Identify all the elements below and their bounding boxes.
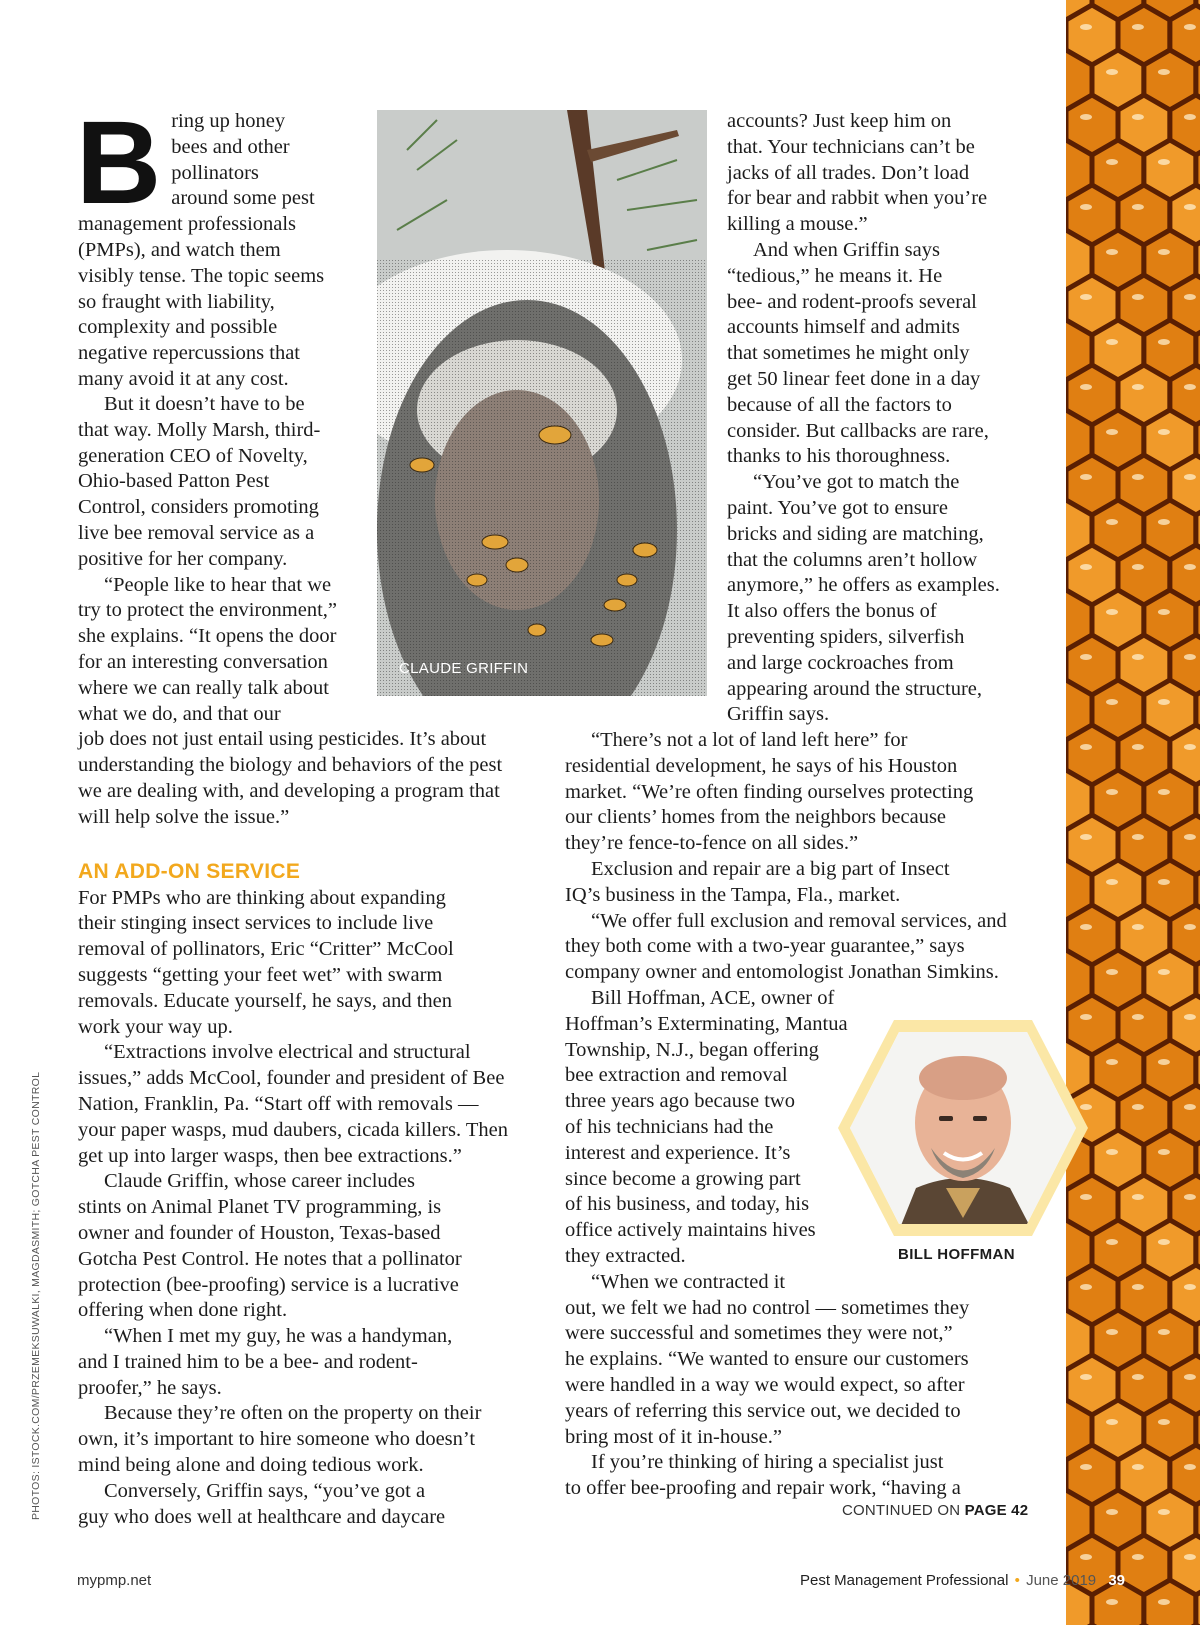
honey-highlight [1158, 969, 1170, 975]
text-line: Exclusion and repair are a big part of Insect [591, 857, 950, 880]
paragraph [78, 1324, 538, 1401]
text-line: try to protect the environment,” [78, 599, 338, 622]
text-line: get 50 linear feet done in a day [727, 367, 981, 390]
text-line: work your way up. [78, 1015, 233, 1038]
text-line: office actively maintains hives [565, 1219, 816, 1242]
honey-highlight [1184, 294, 1196, 300]
honey-highlight [1158, 609, 1170, 615]
text-line: killing a mouse.” [727, 213, 868, 236]
intro-text-narrow [76, 97, 378, 393]
honey-highlight [1132, 654, 1144, 660]
text-line: she explains. “It opens the door [78, 625, 337, 648]
honey-highlight [1158, 1239, 1170, 1245]
honey-highlight [1132, 114, 1144, 120]
honey-highlight [1106, 879, 1118, 885]
text-line: because of all the factors to [727, 393, 952, 416]
honey-highlight [1080, 1554, 1092, 1560]
continued-prefix: CONTINUED ON [842, 1502, 965, 1519]
honey-highlight [1106, 1239, 1118, 1245]
bill-hoffman-photo [836, 1018, 1090, 1238]
text-line: issues,” adds McCool, founder and president of Bee [78, 1067, 505, 1090]
text-line: accounts? Just keep him on [727, 110, 952, 132]
honey-highlight [1106, 69, 1118, 75]
honey-highlight [1132, 564, 1144, 570]
text-line: owner and founder of Houston, Texas-based [78, 1221, 441, 1244]
honey-highlight [1080, 474, 1092, 480]
text-line: years of referring this service out, we decided to [565, 1399, 961, 1422]
paragraph [78, 1479, 538, 1531]
text-line: visibly tense. The topic seems [78, 264, 325, 287]
footer-magazine: Pest Management Professional [800, 1572, 1009, 1589]
honey-highlight [1080, 204, 1092, 210]
text-line: accounts himself and admits [727, 316, 960, 339]
continued-page: PAGE 42 [964, 1502, 1029, 1519]
text-line: own, it’s important to hire someone who doesn’t [78, 1428, 476, 1451]
honey-highlight [1132, 1374, 1144, 1380]
text-line: he explains. “We wanted to ensure our customers [565, 1348, 969, 1371]
text-line: mind being alone and doing tedious work. [78, 1454, 424, 1477]
honey-highlight [1184, 114, 1196, 120]
text-line: removals. Educate yourself, he says, and then [78, 989, 453, 1012]
honey-highlight [1106, 609, 1118, 615]
paragraph [78, 573, 538, 728]
honey-highlight [1184, 1464, 1196, 1470]
honey-highlight [1106, 969, 1118, 975]
honey-highlight [1132, 384, 1144, 390]
footer-page-number: 39 [1108, 1572, 1125, 1589]
footer-separator: • [1014, 1572, 1020, 1589]
drop-cap: B [76, 97, 162, 229]
honey-highlight [1080, 654, 1092, 660]
honey-highlight [1080, 294, 1092, 300]
text-line: of his business, and today, his [565, 1193, 810, 1216]
text-line: what we do, and that our [78, 702, 281, 725]
text-line: three years ago because two [565, 1090, 795, 1113]
text-line: management professionals [78, 213, 297, 236]
hoffman-portrait [836, 1018, 1090, 1238]
honey-highlight [1158, 1329, 1170, 1335]
honey-highlight [1080, 24, 1092, 30]
text-line: preventing spiders, silverfish [727, 625, 965, 648]
honey-highlight [1106, 519, 1118, 525]
honey-highlight [1106, 789, 1118, 795]
paragraph [565, 857, 1035, 909]
text-line: were handled in a way we would expect, so after [565, 1373, 965, 1396]
honey-highlight [1184, 564, 1196, 570]
text-line: job does not just entail using pesticides. It’s about [78, 728, 487, 751]
text-line: that the columns aren’t hollow [727, 548, 978, 571]
text-line: Ohio-based Patton Pest [78, 470, 270, 493]
text-line: so fraught with liability, [78, 290, 275, 313]
honey-highlight [1158, 159, 1170, 165]
honey-highlight [1158, 1059, 1170, 1065]
text-line: “There’s not a lot of land left here” for [591, 729, 908, 751]
honey-highlight [1106, 699, 1118, 705]
text-line: negative repercussions that [78, 342, 301, 365]
text-line: market. “We’re often finding ourselves protecting [565, 780, 974, 803]
honey-highlight [1184, 744, 1196, 750]
honey-highlight [1132, 474, 1144, 480]
text-line: interest and experience. It’s [565, 1141, 791, 1164]
continued-on-page [842, 1502, 1028, 1519]
paragraph [78, 1169, 538, 1324]
text-line: out, we felt we had no control — sometimes they [565, 1296, 970, 1319]
text-line: consider. But callbacks are rare, [727, 419, 989, 442]
text-line: And when Griffin says [753, 238, 940, 261]
honey-highlight [1080, 384, 1092, 390]
honey-highlight [1184, 474, 1196, 480]
honey-highlight [1132, 834, 1144, 840]
text-line: (PMPs), and watch them [78, 238, 281, 261]
honey-highlight [1184, 24, 1196, 30]
text-line: for bear and rabbit when you’re [727, 187, 988, 210]
honey-highlight [1158, 1509, 1170, 1515]
honey-highlight [1080, 114, 1092, 120]
text-line: they’re fence-to-fence on all sides.” [565, 832, 859, 855]
honey-highlight [1080, 1464, 1092, 1470]
text-line: we are dealing with, and developing a program that [78, 779, 500, 802]
text-line: that way. Molly Marsh, third- [78, 418, 321, 441]
honey-highlight [1158, 519, 1170, 525]
text-line: Control, considers promoting [78, 496, 319, 519]
text-line: bring most of it in-house.” [565, 1425, 782, 1448]
honey-highlight [1132, 1104, 1144, 1110]
honey-highlight [1184, 384, 1196, 390]
text-line: Claude Griffin, whose career includes [104, 1170, 415, 1193]
column1-paragraphs [78, 392, 538, 1530]
honey-highlight [1132, 1194, 1144, 1200]
text-line: It also offers the bonus of [727, 600, 937, 623]
honey-highlight [1080, 564, 1092, 570]
honey-highlight [1132, 924, 1144, 930]
honey-highlight [1132, 1014, 1144, 1020]
honey-highlight [1184, 1104, 1196, 1110]
honey-highlight [1132, 204, 1144, 210]
text-line: Hoffman’s Exterminating, Mantua [565, 1012, 848, 1035]
honey-highlight [1158, 339, 1170, 345]
text-line: bee- and rodent-proofs several [727, 290, 977, 313]
paragraph [565, 909, 1035, 986]
text-line: anymore,” he offers as examples. [727, 574, 1000, 597]
honey-highlight [1106, 1599, 1118, 1605]
text-line: IQ’s business in the Tampa, Fla., market. [565, 883, 901, 906]
text-line: guy who does well at healthcare and daycare [78, 1505, 446, 1528]
honey-highlight [1158, 249, 1170, 255]
photo-caption-claude-griffin: CLAUDE GRIFFIN [399, 660, 529, 677]
column1-body [78, 392, 538, 1530]
text-line: they extracted. [565, 1244, 686, 1267]
paragraph [78, 1040, 538, 1169]
footer-publication [800, 1572, 1125, 1589]
column3-body [727, 109, 1057, 728]
text-line: bricks and siding are matching, [727, 522, 984, 545]
text-line: suggests “getting your feet wet” with swarm [78, 963, 443, 986]
text-line: for an interesting conversation [78, 650, 328, 673]
text-line: positive for her company. [78, 547, 288, 570]
paragraph [565, 728, 1035, 857]
text-line: and large cockroaches from [727, 651, 954, 674]
honey-highlight [1106, 1149, 1118, 1155]
honey-highlight [1132, 744, 1144, 750]
honey-highlight [1158, 69, 1170, 75]
text-line: “People like to hear that we [104, 573, 332, 596]
text-line: Nation, Franklin, Pa. “Start off with removals — [78, 1092, 479, 1115]
paragraph [78, 1401, 538, 1478]
honey-highlight [1158, 1419, 1170, 1425]
text-line: and I trained him to be a bee- and rodent- [78, 1350, 418, 1373]
text-line: thanks to his thoroughness. [727, 445, 951, 468]
honey-highlight [1106, 159, 1118, 165]
honey-highlight [1132, 24, 1144, 30]
section-heading: AN ADD-ON SERVICE [78, 859, 301, 883]
paragraph [727, 470, 1057, 728]
hoffman-paragraph [565, 986, 865, 1270]
text-line: protection (bee-proofing) service is a lucrative [78, 1273, 459, 1296]
text-line: removal of pollinators, Eric “Critter” McCool [78, 938, 454, 961]
honey-highlight [1158, 879, 1170, 885]
text-line: proofer,” he says. [78, 1376, 222, 1399]
text-line: understanding the biology and behaviors of the pest [78, 754, 503, 777]
honey-highlight [1106, 339, 1118, 345]
text-line: “When I met my guy, he was a handyman, [104, 1325, 453, 1348]
footer-date: June 2019 [1026, 1572, 1097, 1589]
text-line: For PMPs who are thinking about expanding [78, 886, 446, 909]
text-line: Because they’re often on the property on their [104, 1402, 482, 1425]
honey-highlight [1184, 1284, 1196, 1290]
text-line: But it doesn’t have to be [104, 393, 305, 415]
honey-highlight [1184, 1194, 1196, 1200]
honey-highlight [1184, 1554, 1196, 1560]
text-line: “Extractions involve electrical and structural [104, 1041, 471, 1064]
paragraph-continued [78, 727, 538, 830]
honeycomb-image [1066, 0, 1200, 1625]
honey-highlight [1080, 1284, 1092, 1290]
column3-paragraphs [727, 109, 1057, 728]
text-line: their stinging insect services to include live [78, 912, 434, 935]
text-line: bee extraction and removal [565, 1064, 788, 1087]
text-line: stints on Animal Planet TV programming, is [78, 1196, 442, 1219]
text-line: ring up honey [171, 110, 286, 132]
honey-highlight [1158, 1149, 1170, 1155]
honey-highlight [1184, 924, 1196, 930]
text-line: bees and other [171, 135, 290, 158]
text-line: Bill Hoffman, ACE, owner of [591, 986, 835, 1009]
honey-highlight [1184, 204, 1196, 210]
text-line: get up into larger wasps, then bee extractions.” [78, 1144, 462, 1167]
text-line: jacks of all trades. Don’t load [727, 161, 970, 184]
text-line: they both come with a two-year guarantee,” says [565, 935, 965, 958]
honey-highlight [1184, 1374, 1196, 1380]
paragraph [727, 238, 1057, 470]
honey-highlight [1080, 1374, 1092, 1380]
text-line: “tedious,” he means it. He [727, 264, 943, 287]
paragraph [78, 392, 538, 573]
honey-highlight [1106, 1329, 1118, 1335]
text-line: since become a growing part [565, 1167, 801, 1190]
text-line: company owner and entomologist Jonathan Simkins. [565, 961, 999, 984]
text-line: paint. You’ve got to ensure [727, 496, 948, 519]
text-line: your paper wasps, mud daubers, cicada killers. Then [78, 1118, 508, 1141]
honey-highlight [1080, 924, 1092, 930]
honey-highlight [1132, 1554, 1144, 1560]
honey-highlight [1184, 1014, 1196, 1020]
text-line: our clients’ homes from the neighbors because [565, 806, 947, 829]
text-line: around some pest [171, 187, 315, 210]
honey-highlight [1158, 1599, 1170, 1605]
footer-website: mypmp.net [77, 1572, 152, 1589]
honey-highlight [1106, 1059, 1118, 1065]
text-line: Conversely, Griffin says, “you’ve got a [104, 1479, 426, 1502]
paragraph [565, 1450, 1035, 1502]
honey-highlight [1080, 744, 1092, 750]
text-line: where we can really talk about [78, 676, 330, 699]
honey-highlight [1132, 1464, 1144, 1470]
honey-highlight [1080, 834, 1092, 840]
honeycomb-pattern [1066, 0, 1200, 1625]
text-line: complexity and possible [78, 316, 278, 339]
text-line: that. Your technicians can’t be [727, 135, 975, 158]
text-line: Griffin says. [727, 703, 830, 726]
text-line: appearing around the structure, [727, 677, 983, 700]
text-line: “When we contracted it [591, 1270, 786, 1293]
honey-highlight [1132, 1284, 1144, 1290]
paragraph [78, 886, 538, 1041]
text-line: offering when done right. [78, 1299, 288, 1322]
text-line: of his technicians had the [565, 1115, 774, 1138]
paragraph [565, 1270, 1035, 1451]
text-line: Gotcha Pest Control. He notes that a pollinator [78, 1247, 462, 1270]
honey-highlight [1184, 654, 1196, 660]
text-line: that sometimes he might only [727, 342, 970, 365]
text-line: many avoid it at any cost. [78, 367, 289, 390]
honey-highlight [1106, 429, 1118, 435]
honey-highlight [1132, 294, 1144, 300]
text-line: “You’ve got to match the [753, 471, 960, 494]
paragraph [727, 109, 1057, 238]
text-line: generation CEO of Novelty, [78, 444, 308, 467]
photo-credit: PHOTOS: ISTOCK.COM/PRZEMEKSUWALKI, MAGDASMITH; GOTCHA PEST CONTROL [30, 1071, 42, 1520]
text-line: were successful and sometimes they were not,” [565, 1322, 953, 1345]
text-line: will help solve the issue.” [78, 805, 290, 828]
text-line: “We offer full exclusion and removal services, and [591, 909, 1007, 932]
text-line: pollinators [171, 161, 259, 184]
text-line: to offer bee-proofing and repair work, “having a [565, 1477, 961, 1500]
text-line: Township, N.J., began offering [565, 1038, 819, 1061]
honey-highlight [1158, 429, 1170, 435]
honey-highlight [1184, 834, 1196, 840]
honey-highlight [1158, 699, 1170, 705]
text-line: If you’re thinking of hiring a specialist just [591, 1451, 944, 1474]
honey-highlight [1106, 1419, 1118, 1425]
text-line: live bee removal service as a [78, 521, 315, 544]
honey-highlight [1158, 789, 1170, 795]
honey-highlight [1106, 1509, 1118, 1515]
text-line: residential development, he says of his Houston [565, 754, 958, 777]
photo-caption-bill-hoffman: BILL HOFFMAN [898, 1246, 1016, 1263]
honey-highlight [1106, 249, 1118, 255]
